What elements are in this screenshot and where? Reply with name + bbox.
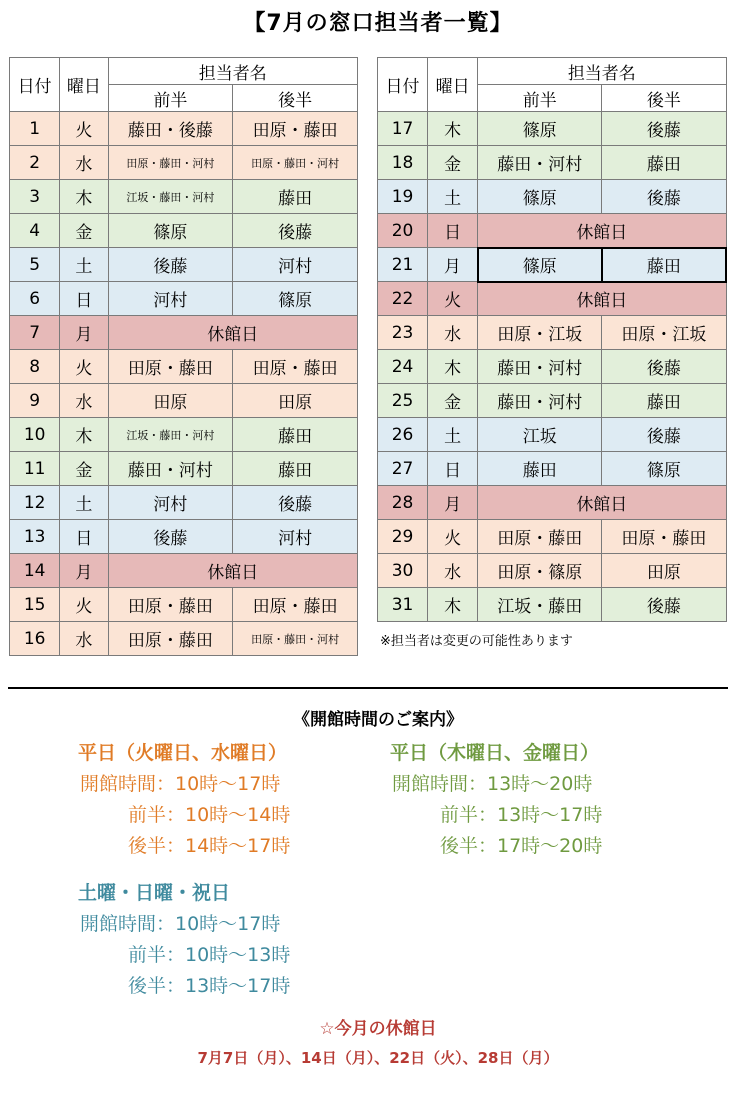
second-half-staff-cell: 田原・藤田	[602, 520, 726, 554]
second-half-staff-cell: 後藤	[602, 588, 726, 622]
day-cell: 23	[378, 316, 428, 350]
weekday-cell: 水	[428, 316, 478, 350]
day-cell: 16	[10, 622, 60, 656]
weekday-cell: 金	[428, 384, 478, 418]
closed-cell: 休館日	[478, 282, 726, 316]
day-cell: 30	[378, 554, 428, 588]
first-half-staff-cell: 江坂	[478, 418, 602, 452]
weekday-cell: 日	[60, 282, 108, 316]
day-cell: 4	[10, 214, 60, 248]
table-row	[378, 554, 727, 588]
table-row	[10, 350, 358, 384]
day-cell: 15	[10, 588, 60, 622]
first-half-staff-cell: 江坂・藤田・河村	[108, 180, 233, 214]
hours-open: 開館時間：13時～20時	[392, 773, 593, 795]
hours-second-half: 後半：14時～17時	[128, 835, 291, 857]
hours-first-half: 前半：13時～17時	[440, 804, 603, 826]
hours-second-half: 後半：13時～17時	[128, 975, 291, 997]
first-half-staff-cell: 篠原	[478, 112, 602, 146]
second-half-staff-cell: 篠原	[233, 282, 358, 316]
first-half-staff-cell: 後藤	[108, 248, 233, 282]
day-cell: 28	[378, 486, 428, 520]
day-cell: 18	[378, 146, 428, 180]
closed-days-list: 7月7日（月）、14日（月）、22日（火）、28日（月）	[197, 1049, 559, 1067]
header-date: 日付	[378, 58, 428, 112]
weekday-cell: 火	[60, 588, 108, 622]
note-text: ※担当者は変更の可能性あります	[380, 634, 573, 649]
day-cell: 3	[10, 180, 60, 214]
second-half-staff-cell: 藤田	[602, 146, 726, 180]
day-cell: 31	[378, 588, 428, 622]
day-cell: 5	[10, 248, 60, 282]
second-half-staff-cell: 田原・江坂	[602, 316, 726, 350]
table-row	[10, 418, 358, 452]
first-half-staff-cell: 田原・藤田・河村	[108, 146, 233, 180]
hours-open: 開館時間：10時～17時	[80, 913, 281, 935]
day-cell: 12	[10, 486, 60, 520]
second-half-staff-cell: 河村	[233, 520, 358, 554]
table-row	[10, 486, 358, 520]
day-cell: 1	[10, 112, 60, 146]
first-half-staff-cell: 田原	[108, 384, 233, 418]
weekday-cell: 月	[428, 486, 478, 520]
weekday-cell: 月	[428, 248, 478, 282]
first-half-staff-cell: 田原・藤田	[108, 588, 233, 622]
day-cell: 7	[10, 316, 60, 350]
weekday-cell: 土	[428, 180, 478, 214]
header-dow: 曜日	[428, 58, 478, 112]
weekday-cell: 木	[60, 418, 108, 452]
first-half-staff-cell: 藤田・河村	[108, 452, 233, 486]
weekday-cell: 水	[60, 384, 108, 418]
hours-first-half: 前半：10時～14時	[128, 804, 291, 826]
first-half-staff-cell: 田原・江坂	[478, 316, 602, 350]
table-row	[378, 282, 727, 316]
second-half-staff-cell: 後藤	[233, 214, 358, 248]
second-half-staff-cell: 田原	[233, 384, 358, 418]
table-row	[378, 418, 727, 452]
weekday-cell: 金	[60, 214, 108, 248]
second-half-staff-cell: 後藤	[602, 180, 726, 214]
second-half-staff-cell: 田原・藤田	[233, 112, 358, 146]
day-cell: 26	[378, 418, 428, 452]
section-divider	[8, 687, 728, 689]
first-half-staff-cell: 篠原	[478, 248, 602, 282]
weekday-cell: 水	[60, 146, 108, 180]
first-half-staff-cell: 江坂・藤田	[478, 588, 602, 622]
weekday-cell: 火	[428, 282, 478, 316]
table-row	[10, 384, 358, 418]
first-half-staff-cell: 江坂・藤田・河村	[108, 418, 233, 452]
schedule-rows-left	[10, 112, 358, 656]
day-cell: 19	[378, 180, 428, 214]
weekday-cell: 日	[428, 214, 478, 248]
closed-cell: 休館日	[478, 214, 726, 248]
table-row	[10, 180, 358, 214]
table-row	[378, 520, 727, 554]
second-half-staff-cell: 田原・藤田	[233, 350, 358, 384]
first-half-staff-cell: 藤田・河村	[478, 350, 602, 384]
second-half-staff-cell: 後藤	[602, 112, 726, 146]
day-cell: 10	[10, 418, 60, 452]
header-second-half: 後半	[602, 85, 726, 112]
second-half-staff-cell: 田原	[602, 554, 726, 588]
table-row	[378, 486, 727, 520]
weekday-cell: 木	[428, 350, 478, 384]
second-half-staff-cell: 藤田	[602, 248, 726, 282]
table-row	[10, 214, 358, 248]
closed-cell: 休館日	[478, 486, 726, 520]
header-second-half: 後半	[233, 85, 358, 112]
first-half-staff-cell: 田原・篠原	[478, 554, 602, 588]
table-row	[378, 384, 727, 418]
table-row	[10, 520, 358, 554]
table-row	[10, 316, 358, 350]
day-cell: 21	[378, 248, 428, 282]
second-half-staff-cell: 藤田	[233, 452, 358, 486]
hours-weekday-tue-wed	[78, 738, 290, 862]
table-row	[10, 622, 358, 656]
weekday-cell: 火	[60, 112, 108, 146]
second-half-staff-cell: 後藤	[602, 350, 726, 384]
day-cell: 13	[10, 520, 60, 554]
closed-cell: 休館日	[108, 316, 357, 350]
hours-weekday-thu-fri	[390, 738, 602, 862]
day-cell: 2	[10, 146, 60, 180]
weekday-cell: 火	[60, 350, 108, 384]
weekday-cell: 木	[428, 112, 478, 146]
closed-days-title: ☆今月の休館日	[319, 1019, 437, 1039]
day-cell: 20	[378, 214, 428, 248]
weekday-cell: 水	[60, 622, 108, 656]
second-half-staff-cell: 藤田	[233, 418, 358, 452]
hours-heading: 平日（火曜日、水曜日）	[78, 742, 288, 764]
table-row	[378, 214, 727, 248]
weekday-cell: 月	[60, 554, 108, 588]
table-row	[378, 350, 727, 384]
header-first-half: 前半	[478, 85, 602, 112]
hours-title: 《開館時間のご案内》	[293, 710, 463, 730]
weekday-cell: 金	[60, 452, 108, 486]
day-cell: 14	[10, 554, 60, 588]
header-staff: 担当者名	[108, 58, 357, 85]
first-half-staff-cell: 田原・藤田	[108, 622, 233, 656]
closed-cell: 休館日	[108, 554, 357, 588]
day-cell: 24	[378, 350, 428, 384]
weekday-cell: 木	[428, 588, 478, 622]
second-half-staff-cell: 藤田	[233, 180, 358, 214]
day-cell: 25	[378, 384, 428, 418]
weekday-cell: 土	[428, 418, 478, 452]
weekday-cell: 土	[60, 248, 108, 282]
second-half-staff-cell: 田原・藤田・河村	[233, 622, 358, 656]
table-row	[378, 146, 727, 180]
weekday-cell: 金	[428, 146, 478, 180]
first-half-staff-cell: 藤田・河村	[478, 146, 602, 180]
day-cell: 6	[10, 282, 60, 316]
second-half-staff-cell: 田原・藤田・河村	[233, 146, 358, 180]
day-cell: 29	[378, 520, 428, 554]
schedule-table-right	[377, 57, 727, 622]
first-half-staff-cell: 田原・藤田	[108, 350, 233, 384]
table-row	[10, 248, 358, 282]
header-first-half: 前半	[108, 85, 233, 112]
day-cell: 27	[378, 452, 428, 486]
table-row	[10, 588, 358, 622]
first-half-staff-cell: 藤田・後藤	[108, 112, 233, 146]
weekday-cell: 火	[428, 520, 478, 554]
table-row	[10, 146, 358, 180]
first-half-staff-cell: 河村	[108, 282, 233, 316]
weekday-cell: 日	[428, 452, 478, 486]
hours-weekend-holiday	[78, 878, 290, 1002]
day-cell: 22	[378, 282, 428, 316]
table-row	[378, 316, 727, 350]
day-cell: 17	[378, 112, 428, 146]
second-half-staff-cell: 後藤	[602, 418, 726, 452]
hours-heading: 土曜・日曜・祝日	[78, 882, 231, 904]
first-half-staff-cell: 藤田・河村	[478, 384, 602, 418]
hours-first-half: 前半：10時～13時	[128, 944, 291, 966]
table-row	[378, 248, 727, 282]
first-half-staff-cell: 篠原	[108, 214, 233, 248]
first-half-staff-cell: 藤田	[478, 452, 602, 486]
second-half-staff-cell: 田原・藤田	[233, 588, 358, 622]
weekday-cell: 木	[60, 180, 108, 214]
header-staff: 担当者名	[478, 58, 726, 85]
hours-second-half: 後半：17時～20時	[440, 835, 603, 857]
page-title: 【7月の窓口担当者一覧】	[243, 11, 513, 36]
first-half-staff-cell: 篠原	[478, 180, 602, 214]
second-half-staff-cell: 篠原	[602, 452, 726, 486]
table-row	[378, 588, 727, 622]
weekday-cell: 日	[60, 520, 108, 554]
first-half-staff-cell: 河村	[108, 486, 233, 520]
header-dow: 曜日	[60, 58, 108, 112]
hours-open: 開館時間：10時～17時	[80, 773, 281, 795]
second-half-staff-cell: 藤田	[602, 384, 726, 418]
header-date: 日付	[10, 58, 60, 112]
second-half-staff-cell: 後藤	[233, 486, 358, 520]
hours-heading: 平日（木曜日、金曜日）	[390, 742, 600, 764]
weekday-cell: 水	[428, 554, 478, 588]
weekday-cell: 土	[60, 486, 108, 520]
day-cell: 8	[10, 350, 60, 384]
table-row	[378, 452, 727, 486]
day-cell: 11	[10, 452, 60, 486]
table-row	[10, 112, 358, 146]
day-cell: 9	[10, 384, 60, 418]
table-row	[10, 452, 358, 486]
table-row	[10, 554, 358, 588]
first-half-staff-cell: 田原・藤田	[478, 520, 602, 554]
schedule-table-left	[9, 57, 358, 656]
first-half-staff-cell: 後藤	[108, 520, 233, 554]
table-row	[378, 112, 727, 146]
table-row	[10, 282, 358, 316]
table-row	[378, 180, 727, 214]
weekday-cell: 月	[60, 316, 108, 350]
schedule-rows-right	[378, 112, 727, 622]
second-half-staff-cell: 河村	[233, 248, 358, 282]
